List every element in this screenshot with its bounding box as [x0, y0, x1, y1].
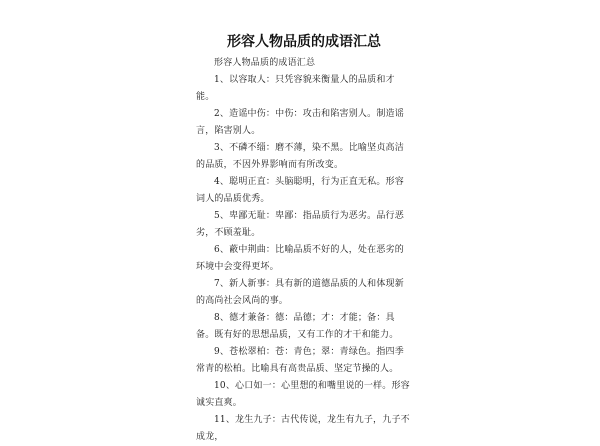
- paragraph-item-5: 5、卑鄙无耻：卑鄙：指品质行为恶劣。品行恶劣，不顾羞耻。: [196, 211, 404, 238]
- document-title: 形容人物品质的成语汇总: [227, 34, 381, 50]
- document-page: [196, 0, 412, 442]
- paragraph-item-10: 10、心口如一：心里想的和嘴里说的一样。形容诚实直爽。: [196, 381, 410, 408]
- paragraph-item-2: 2、造谣中伤：中伤：攻击和陷害别人。制造谣言，陷害别人。: [196, 109, 404, 136]
- paragraph-item-6: 6、蔽中荆曲：比喻品质不好的人，处在恶劣的环境中会变得更坏。: [196, 245, 404, 272]
- paragraph-item-9: 9、苍松翠柏：苍：青色；翠：青绿色。指四季常青的松柏。比喻具有高贵品质、坚定节操的人。: [196, 347, 404, 374]
- paragraph-heading: 形容人物品质的成语汇总: [214, 58, 316, 68]
- paragraph-item-1: 1、以容取人：只凭容貌来衡量人的品质和才能。: [196, 75, 395, 102]
- document-body: [196, 55, 412, 446]
- paragraph-item-3: 3、不磷不缁：磨不薄，染不黑。比喻坚贞高洁的品质，不因外界影响而有所改变。: [196, 143, 404, 170]
- paragraph-item-8: 8、德才兼备：德：品德；才：才能；备：具备。既有好的思想品质，又有工作的才干和能力。: [196, 313, 399, 340]
- paragraph-item-11: 11、龙生九子：古代传说，龙生有九子，九子不成龙，: [196, 415, 410, 442]
- paragraph-item-4: 4、聪明正直：头脑聪明，行为正直无私。形容词人的品质优秀。: [196, 177, 404, 204]
- paragraph-item-7: 7、新人新事：具有新的道德品质的人和体现新的高尚社会风尚的事。: [196, 279, 404, 306]
